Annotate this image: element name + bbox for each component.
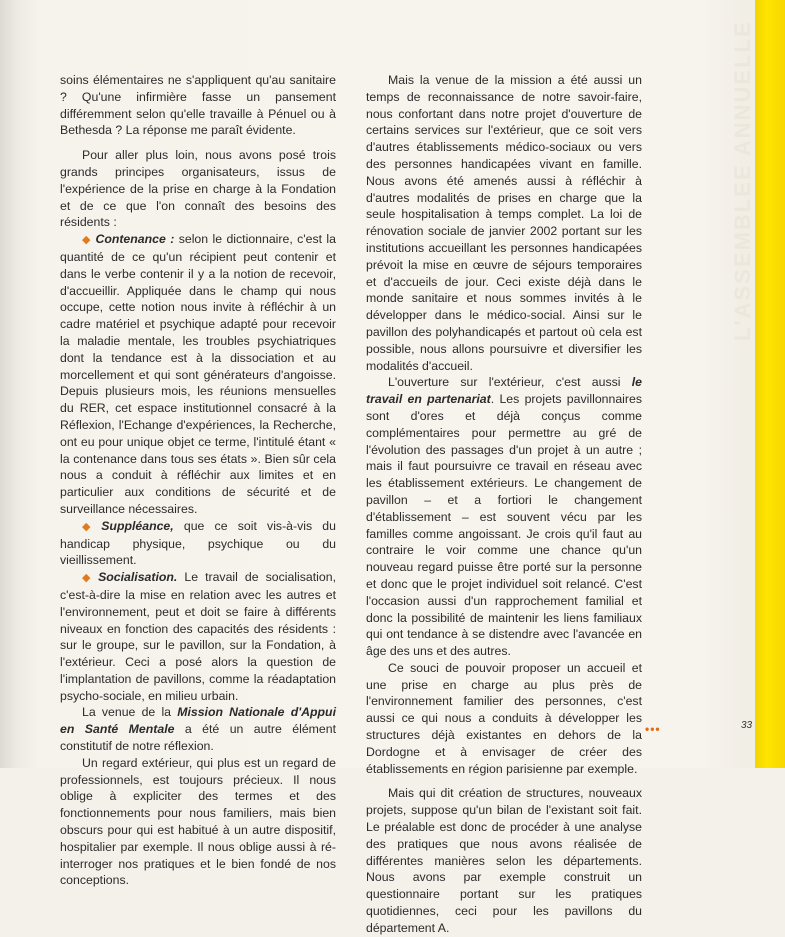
left-column <box>60 72 336 889</box>
diamond-bullet-icon: ◆ <box>82 572 95 585</box>
bullet-item-socialisation <box>60 569 336 704</box>
bullet-term: Socialisation. <box>98 570 178 585</box>
partnership-term: le travail en partenariat <box>366 375 642 407</box>
page-number: 33 <box>741 720 753 731</box>
bullet-term: Contenance : <box>95 232 175 247</box>
bullet-term: Suppléance, <box>101 518 174 533</box>
decorative-dots: ••• <box>645 722 661 736</box>
bullet-text: Le travail de socialisation, c'est-à-dire la mise en relation avec les autres et l'environnement, peut et doit se faire à différents niveaux en fonction des capacités des résidents : sur le groupe, sur le pavillon, sur la Fondation, à l'extérieur. Ceci a posé alors la question de l'implantation de pavillons, comme la réadaptation psycho-sociale, en milieu urbain. <box>60 570 336 703</box>
yellow-side-band <box>755 0 785 768</box>
text-span: L'ouverture sur l'extérieur, c'est aussi <box>388 375 632 390</box>
paragraph: Un regard extérieur, qui plus est un regard de professionnels, est toujours précieux. Il nous oblige à expliciter des termes et des fonctionnements pour nous familiers, mais bien obscurs pour qui est habitué à un autre dispositif, hospitalier par exemple. Il nous oblige aussi à ré-interroger nos pratiques et le bien fondé de nos conceptions. <box>60 755 336 888</box>
paragraph: Mais qui dit création de structures, nouveaux projets, suppose qu'un bilan de l'existant soit fait. Le préalable est donc de procéder à une analyse des pratiques que nous avons réalisée de différentes manières selon les départements. Nous avons par exemple construit un questionnaire portant sur les pratiques quotidiennes, ceci pour les pavillons du département A. <box>366 786 642 935</box>
bullet-text: selon le dictionnaire, c'est la quantité de ce qu'un récipient peut contenir et dans le verbe contenir il y a la notion de recevoir, d'accueillir. Appliquée dans le champ qui nous occupe, cette notion nous invite à réfléchir à un cadre matériel et psychique adapté pour recevoir la maladie mentale, les troubles psychiatriques dont la tendance est à la dissociation et au morcellement et qui sont générateurs d'angoisse. Depuis plusieurs mois, les réunions mensuelles du RER, cet espace institutionnel consacré à la Réflexion, l'Echange d'expériences, la Recherche, ont eu pour unique objet ce terme, l'intitulé étant « la contenance dans tous ses états ». Bien sûr cela nous a conduit à réfléchir aux limites et en particulier aux conditions de sécurité et de surveillance nécessaires. <box>60 232 337 516</box>
paragraph: Ce souci de pouvoir proposer un accueil et une prise en charge au plus près de l'environnement familier des personnes, c'est aussi ce qui nous a conduits à développer les structures déjà existantes en dehors de la Dordogne et à envisager de créer des établissements en région parisienne par exemple. <box>366 660 642 776</box>
paragraph: soins élémentaires ne s'appliquent qu'au sanitaire ? Qu'une infirmière fasse un pansement différemment selon qu'elle travaille à Pénuel ou à Bethesda ? La réponse me paraît évidente. <box>60 73 336 138</box>
bullet-text: que ce soit vis-à-vis du handicap physique, psychique ou du vieillissement. <box>60 518 336 568</box>
paragraph <box>60 704 336 754</box>
text-span: a été un autre élément constitutif de notre réflexion. <box>60 722 336 754</box>
mission-name: Mission Nationale d'Appui en Santé Mentale <box>60 705 336 737</box>
bullet-item-suppleance <box>60 518 336 569</box>
paragraph <box>366 374 642 660</box>
paragraph: Pour aller plus loin, nous avons posé trois grands principes organisateurs, issus de l'expérience de la prise en charge à la Fondation et de ce que l'on connaît des besoins des résidents : <box>60 148 336 230</box>
text-span: . Les projets pavillonnaires sont d'ores et déjà conçus comme complémentaires pour permettre au gré de l'évolution des passages d'un projet à un autre ; mais il faut poursuivre ce travail en réseau avec les établissement extérieurs. Le changement de pavillon – et a fortiori le changement d'établissement – est souvent vécu par les familles comme angoissant. Je crois qu'il faut au contraire le voir comme une chance qu'un nouveau regard puisse être porté sur la personne et donc que le projet individuel soit relancé. C'est l'occasion aussi d'un rapprochement familial et donc la possibilité de maintenir les liens familiaux qui ont tendance à se distendre avec l'avancée en âge des uns et des autres. <box>366 392 642 659</box>
diamond-bullet-icon: ◆ <box>82 234 92 247</box>
bullet-item-contenance <box>60 231 336 518</box>
right-column <box>366 72 642 937</box>
diamond-bullet-icon: ◆ <box>82 520 98 533</box>
side-title: L'ASSEMBLEE ANNUELLE <box>730 20 755 341</box>
text-span: La venue de la <box>82 705 178 720</box>
paragraph: Mais la venue de la mission a été aussi un temps de reconnaissance de notre savoir-faire, nous confortant dans notre projet d'ouverture de certains services sur l'extérieur, que ce soit vers d'autres établissements médico-sociaux ou vers des personnes handicapées vivant en famille. Nous avons été amenés aussi à réfléchir à d'autres modalités de prises en charge que la seule hospitalisation à temps complet. La loi de rénovation sociale de janvier 2002 portant sur les institutions accueillant les personnes handicapées prévoit la mise en œuvre de séjours temporaires et d'accueils de jour. Ceci existe déjà dans le monde sanitaire et nous sommes invités à le développer dans le médico-social. Ainsi sur le pavillon des polyhandicapés et partout où cela est possible, nous allons poursuivre et diversifier les modalités d'accueil. <box>366 73 642 373</box>
